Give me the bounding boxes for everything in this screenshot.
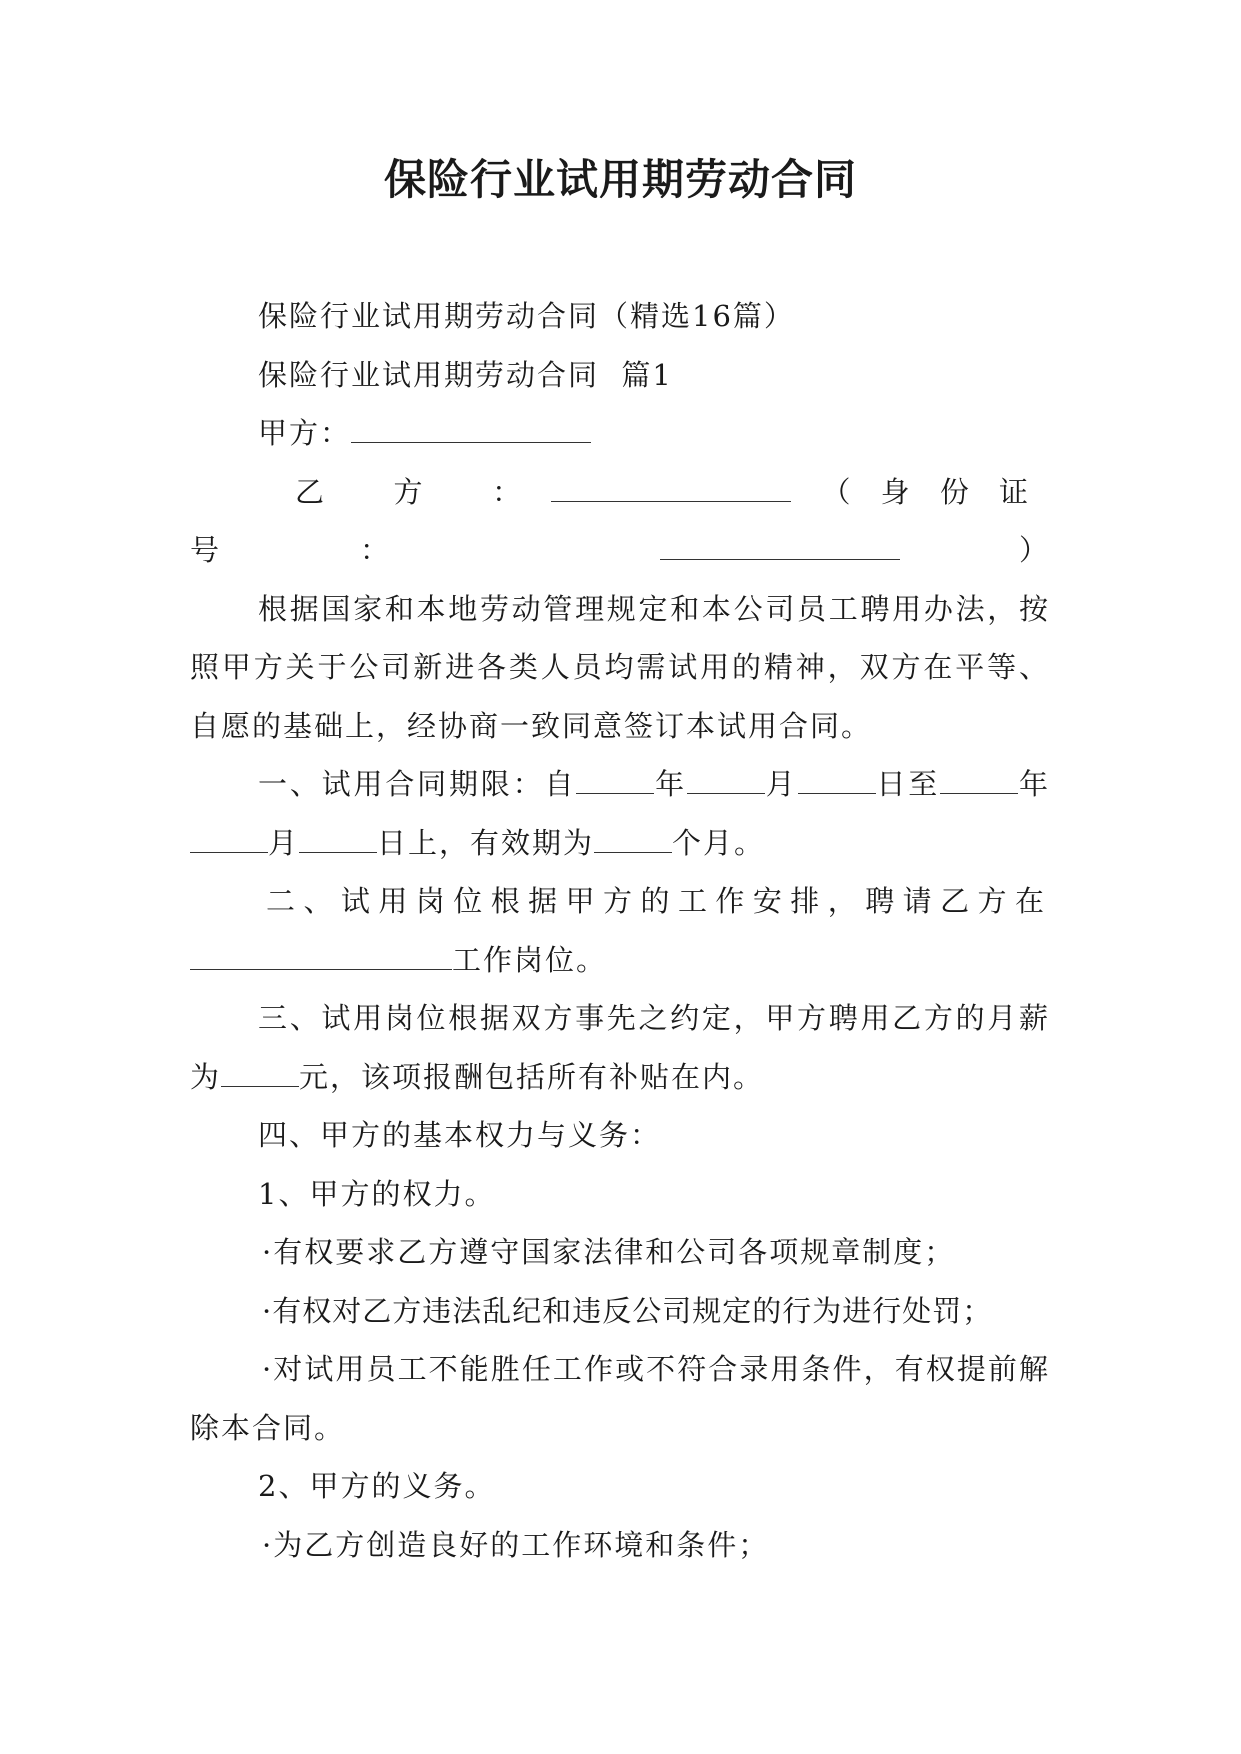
start-day-blank — [798, 769, 876, 794]
a-right-item: ·对试用员工不能胜任工作或不符合录用条件，有权提前解除本合同。 — [190, 1352, 1050, 1445]
end-day-blank — [299, 828, 377, 853]
salary-blank — [221, 1062, 299, 1087]
a-duty-item: ·为乙方创造良好的工作环境和条件； — [262, 1527, 770, 1562]
a-rights-heading: 1、甲方的权力。 — [258, 1176, 496, 1211]
party-b-line — [190, 463, 1050, 580]
document-title: 保险行业试用期劳动合同 — [383, 155, 857, 204]
document-body — [190, 287, 1050, 1574]
party-b-blank — [551, 477, 791, 502]
section-heading: 保险行业试用期劳动合同 篇1 — [258, 357, 673, 392]
position-blank — [190, 945, 452, 970]
party-a-line — [190, 404, 1050, 463]
clause-2: 二、试用岗位根据甲方的工作安排，聘请乙方在工作岗位。 — [190, 872, 1050, 989]
end-month-blank — [190, 828, 268, 853]
start-month-blank — [687, 769, 765, 794]
start-year-blank — [576, 769, 654, 794]
end-year-blank — [940, 769, 1018, 794]
a-duties-heading: 2、甲方的义务。 — [258, 1469, 496, 1503]
party-a-label: 甲方： — [258, 416, 352, 450]
id-blank — [660, 535, 900, 560]
a-right-item: ·有权对乙方违法乱纪和违反公司规定的行为进行处罚； — [262, 1293, 993, 1328]
months-blank — [594, 828, 672, 853]
party-b-label: 乙 方 ： — [295, 474, 552, 509]
party-a-blank — [351, 418, 591, 443]
document-subtitle: 保险行业试用期劳动合同（精选16篇） — [258, 299, 795, 333]
clause-4: 四、甲方的基本权力与义务： — [258, 1118, 662, 1152]
a-right-item: ·有权要求乙方遵守国家法律和公司各项规章制度； — [262, 1235, 956, 1269]
id-label: （身份证号： — [190, 474, 1050, 567]
intro-paragraph: 根据国家和本地劳动管理规定和本公司员工聘用办法，按照甲方关于公司新进各类人员均需试用的精神，双方在平等、自愿的基础上，经协商一致同意签订本试用合同。 — [190, 591, 1050, 743]
id-close: ） — [900, 533, 1050, 567]
clause-1: 一、试用合同期限：自 年 月 日至 年月 日上，有效期为 个月。 — [190, 755, 1050, 872]
clause-3: 三、试用岗位根据双方事先之约定，甲方聘用乙方的月薪为 元，该项报酬包括所有补贴在内。 — [190, 1001, 1050, 1094]
